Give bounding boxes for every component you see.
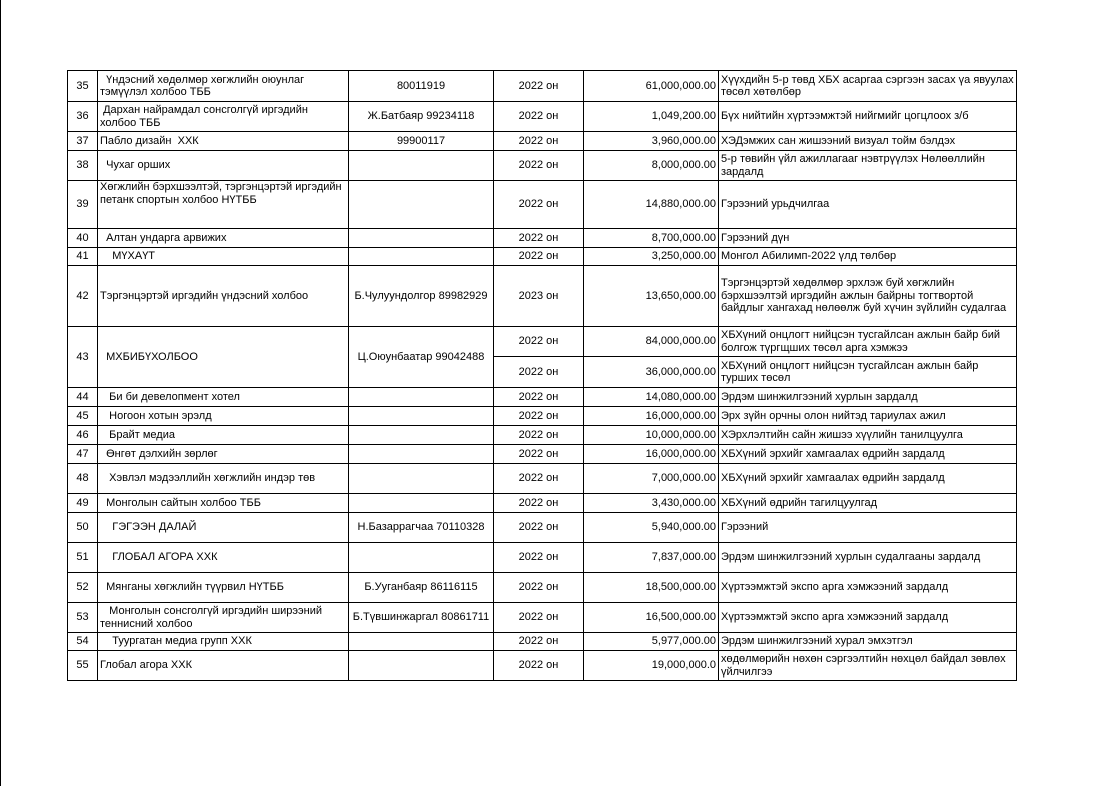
- row-number: 48: [68, 464, 98, 494]
- table-row: [68, 266, 1017, 327]
- grant-year: 2022 он: [494, 327, 584, 357]
- organization-name: Глобал агора ХХК: [98, 651, 349, 681]
- grant-amount: 7,837,000.00: [584, 543, 719, 573]
- grant-purpose: 5-р төвийн үйл ажиллагааг нэвтрүүлэх Нөлөөллийн зардалд: [719, 151, 1017, 181]
- grant-amount: 7,000,000.00: [584, 464, 719, 494]
- row-number: 35: [68, 71, 98, 102]
- grant-purpose: Хүртээмжтэй экспо арга хэмжээний зардалд: [719, 603, 1017, 633]
- contact-info: Ц.Оюунбаатар 99042488: [349, 327, 494, 388]
- grant-purpose: ХБХүний онцлогт нийцсэн тусгайлсан ажлын байр турших төсөл: [719, 357, 1017, 388]
- row-number: 43: [68, 327, 98, 388]
- grant-purpose: Тэргэнцэртэй хөдөлмөр эрхлэж буй хөгжлийн бэрхшээлтэй иргэдийн ажлын байрны тогтвортой байдлыг хангахад нөлөөлж буй хүчин зүйлийн судалгаа: [719, 266, 1017, 327]
- row-number: 45: [68, 407, 98, 426]
- contact-info: Б.Чулуундолгор 89982929: [349, 266, 494, 327]
- row-number: 54: [68, 633, 98, 651]
- grant-year: 2022 он: [494, 229, 584, 248]
- row-number: 51: [68, 543, 98, 573]
- contact-info: [349, 494, 494, 513]
- grant-purpose: Гэрээний урьдчилгаа: [719, 181, 1017, 229]
- grant-amount: 10,000,000.00: [584, 426, 719, 445]
- grant-purpose: Эрдэм шинжилгээний хурлын зардалд: [719, 388, 1017, 407]
- grant-year: 2022 он: [494, 543, 584, 573]
- grant-year: 2022 он: [494, 464, 584, 494]
- organization-name: Алтан ундарга арвижих: [98, 229, 349, 248]
- grant-year: 2022 он: [494, 132, 584, 151]
- organization-name: МҮХАҮТ: [98, 248, 349, 266]
- row-number: 44: [68, 388, 98, 407]
- table-row: [68, 102, 1017, 132]
- organization-name: ГЭГЭЭН ДАЛАЙ: [98, 513, 349, 543]
- contact-info: Н.Базаррагчаа 70110328: [349, 513, 494, 543]
- grant-year: 2022 он: [494, 71, 584, 102]
- table-row: [68, 573, 1017, 603]
- table-row: [68, 388, 1017, 407]
- grant-year: 2023 он: [494, 266, 584, 327]
- grant-amount: 84,000,000.00: [584, 327, 719, 357]
- row-number: 41: [68, 248, 98, 266]
- table-row: [68, 229, 1017, 248]
- table-row: [68, 494, 1017, 513]
- organization-name: Брайт медиа: [98, 426, 349, 445]
- row-number: 37: [68, 132, 98, 151]
- table-row: [68, 464, 1017, 494]
- contact-info: [349, 633, 494, 651]
- row-number: 47: [68, 445, 98, 464]
- table-row: [68, 248, 1017, 266]
- table-row: [68, 132, 1017, 151]
- table-row: [68, 181, 1017, 229]
- grant-amount: 8,000,000.00: [584, 151, 719, 181]
- contact-info: [349, 445, 494, 464]
- row-number: 50: [68, 513, 98, 543]
- table-row: [68, 651, 1017, 681]
- organization-name: Монголын сонсголгүй иргэдийн ширээний теннисний холбоо: [98, 603, 349, 633]
- row-number: 38: [68, 151, 98, 181]
- contact-info: Б.Ууганбаяр 86116115: [349, 573, 494, 603]
- table-row: [68, 407, 1017, 426]
- contact-info: Ж.Батбаяр 99234118: [349, 102, 494, 132]
- organization-name: Монголын сайтын холбоо ТББ: [98, 494, 349, 513]
- grant-amount: 16,500,000.00: [584, 603, 719, 633]
- organization-name: Ногоон хотын эрэлд: [98, 407, 349, 426]
- contact-info: [349, 229, 494, 248]
- contact-info: [349, 388, 494, 407]
- contact-info: [349, 181, 494, 229]
- grant-purpose: Эрдэм шинжилгээний хурлын судалгааны зардалд: [719, 543, 1017, 573]
- grant-purpose: Бүх нийтийн хүртээмжтэй нийгмийг цогцлоох з/б: [719, 102, 1017, 132]
- grant-amount: 3,250,000.00: [584, 248, 719, 266]
- table-row: [68, 426, 1017, 445]
- grant-purpose: ХЭрхлэлтийн сайн жишээ хүүлийн танилцуулга: [719, 426, 1017, 445]
- organization-name: Туургатан медиа групп ХХК: [98, 633, 349, 651]
- grant-year: 2022 он: [494, 407, 584, 426]
- grant-purpose: Хүртээмжтэй экспо арга хэмжээний зардалд: [719, 573, 1017, 603]
- row-number: 55: [68, 651, 98, 681]
- table-row: [68, 71, 1017, 102]
- grant-amount: 61,000,000.00: [584, 71, 719, 102]
- table-row: [68, 327, 1017, 357]
- grant-amount: 19,000,000.0: [584, 651, 719, 681]
- grant-year: 2022 он: [494, 573, 584, 603]
- grant-amount: 16,000,000.00: [584, 445, 719, 464]
- grant-purpose: Эрх зүйн орчны олон нийтэд тариулах ажил: [719, 407, 1017, 426]
- grant-purpose: ХБХүний эрхийг хамгаалах өдрийн зардалд: [719, 464, 1017, 494]
- grant-amount: 1,049,200.00: [584, 102, 719, 132]
- grant-amount: 16,000,000.00: [584, 407, 719, 426]
- grant-purpose: ХБХүний онцлогт нийцсэн тусгайлсан ажлын байр бий болгож түргщших төсөл арга хэмжээ: [719, 327, 1017, 357]
- contact-info: [349, 407, 494, 426]
- organization-name: Мянганы хөгжлийн түүрвил НҮТББ: [98, 573, 349, 603]
- page-edge-line: [0, 0, 1, 786]
- organization-name: Пабло дизайн ХХК: [98, 132, 349, 151]
- grant-amount: 14,880,000.00: [584, 181, 719, 229]
- contact-info: Б.Түвшинжаргал 80861711: [349, 603, 494, 633]
- grant-purpose: Монгол Абилимп-2022 үлд төлбөр: [719, 248, 1017, 266]
- contact-info: 99900117: [349, 132, 494, 151]
- grants-table: [67, 70, 1017, 681]
- contact-info: [349, 464, 494, 494]
- grant-purpose: Гэрээний дүн: [719, 229, 1017, 248]
- grant-year: 2022 он: [494, 494, 584, 513]
- organization-name: Чухаг орших: [98, 151, 349, 181]
- row-number: 36: [68, 102, 98, 132]
- table-row: [68, 603, 1017, 633]
- table-row: [68, 151, 1017, 181]
- row-number: 42: [68, 266, 98, 327]
- table-row: [68, 513, 1017, 543]
- row-number: 46: [68, 426, 98, 445]
- grant-year: 2022 он: [494, 357, 584, 388]
- organization-name: Өнгөт дэлхийн зөрлөг: [98, 445, 349, 464]
- contact-info: [349, 248, 494, 266]
- grant-amount: 5,977,000.00: [584, 633, 719, 651]
- contact-info: [349, 151, 494, 181]
- grant-year: 2022 он: [494, 181, 584, 229]
- row-number: 49: [68, 494, 98, 513]
- grant-amount: 3,960,000.00: [584, 132, 719, 151]
- organization-name: Үндэсний хөдөлмөр хөгжлийн оюунлаг тэмүүлэл холбоо ТББ: [98, 71, 349, 102]
- grant-year: 2022 он: [494, 426, 584, 445]
- grant-year: 2022 он: [494, 633, 584, 651]
- grant-purpose: Гэрээний: [719, 513, 1017, 543]
- contact-info: [349, 651, 494, 681]
- grant-year: 2022 он: [494, 151, 584, 181]
- grant-year: 2022 он: [494, 388, 584, 407]
- row-number: 53: [68, 603, 98, 633]
- organization-name: ГЛОБАЛ АГОРА ХХК: [98, 543, 349, 573]
- grant-year: 2022 он: [494, 102, 584, 132]
- table-row: [68, 633, 1017, 651]
- organization-name: МХБИБҮХОЛБОО: [98, 327, 349, 388]
- organization-name: Дархан найрамдал сонсголгүй иргэдийн холбоо ТББ: [98, 102, 349, 132]
- grant-year: 2022 он: [494, 445, 584, 464]
- organization-name: Тэргэнцэртэй иргэдийн үндэсний холбоо: [98, 266, 349, 327]
- grant-amount: 8,700,000.00: [584, 229, 719, 248]
- grant-purpose: Эрдэм шинжилгээний хурал эмхэтгэл: [719, 633, 1017, 651]
- organization-name: Хэвлэл мэдээллийн хөгжлийн индэр төв: [98, 464, 349, 494]
- row-number: 39: [68, 181, 98, 229]
- contact-info: 80011919: [349, 71, 494, 102]
- grant-year: 2022 он: [494, 513, 584, 543]
- grant-purpose: ХЭДэмжих сан жишээний визуал тойм бэлдэх: [719, 132, 1017, 151]
- grant-amount: 3,430,000.00: [584, 494, 719, 513]
- grant-amount: 14,080,000.00: [584, 388, 719, 407]
- grant-year: 2022 он: [494, 248, 584, 266]
- grant-amount: 5,940,000.00: [584, 513, 719, 543]
- grant-amount: 18,500,000.00: [584, 573, 719, 603]
- grant-year: 2022 он: [494, 651, 584, 681]
- grant-amount: 13,650,000.00: [584, 266, 719, 327]
- grant-purpose: хөдөлмөрийн нөхөн сэргээлтийн нөхцөл байдал зөвлөх үйлчилгээ: [719, 651, 1017, 681]
- table-row: [68, 445, 1017, 464]
- contact-info: [349, 543, 494, 573]
- grant-purpose: ХБХүний өдрийн тагилцуулгад: [719, 494, 1017, 513]
- row-number: 40: [68, 229, 98, 248]
- row-number: 52: [68, 573, 98, 603]
- table-row: [68, 543, 1017, 573]
- grant-amount: 36,000,000.00: [584, 357, 719, 388]
- grant-purpose: Хүүхдийн 5-р төвд ХБХ асаргаа сэргээн засах үа явуулах төсөл хөтөлбөр: [719, 71, 1017, 102]
- grant-year: 2022 он: [494, 603, 584, 633]
- grant-purpose: ХБХүний эрхийг хамгаалах өдрийн зардалд: [719, 445, 1017, 464]
- contact-info: [349, 426, 494, 445]
- organization-name: Хөгжлийн бэрхшээлтэй, тэргэнцэртэй иргэдийн петанк спортын холбоо НҮТББ: [98, 181, 349, 229]
- organization-name: Би би девелопмент хотел: [98, 388, 349, 407]
